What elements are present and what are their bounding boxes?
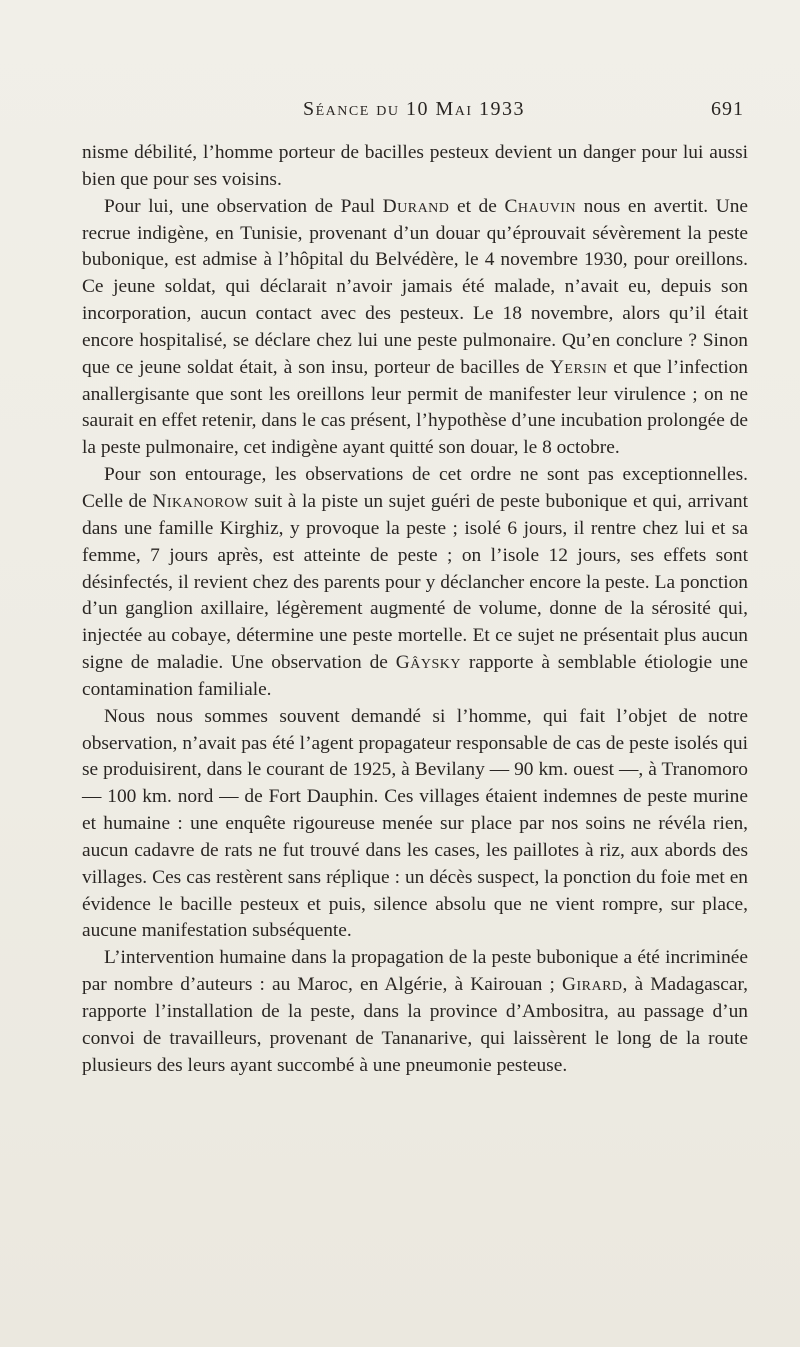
paragraph	[82, 704, 748, 946]
page-number: 691	[711, 98, 744, 120]
paragraph	[82, 462, 748, 704]
paragraph	[82, 945, 748, 1079]
text-segment: , à Madagascar, rapporte l’installation de la peste, dans la province d’Ambositra, au passage d’un convoi de travailleurs, provenant de Tananarive, qui laissèrent le long de la route plusieurs des leurs ayant succombé à une pneumonie pesteuse.	[82, 974, 748, 1076]
text-segment: Pour lui, une observation de Paul	[104, 195, 383, 217]
author-name: Yersin	[549, 356, 608, 378]
running-head	[84, 98, 744, 126]
author-name: Girard	[561, 974, 623, 996]
text-segment: Pour son entourage, les observations de cet ordre ne sont pas exceptionnelles. Celle de	[82, 464, 748, 512]
author-name: Durand	[382, 195, 450, 217]
text-segment: suit à la piste un sujet guéri de peste bubonique et qui, arrivant dans une famille Kirghiz, y provoque la peste ; isolé 6 jours, il rentre chez lui et sa femme, 7 jours après, est atteinte de peste ; on l’isole 12 jours, ses effets sont désinfectés, il revient chez des parents pour y déclancher encore la peste. La ponction d’un ganglion axillaire, légèrement augmenté de volume, donne de la sérosité qui, injectée au cobaye, détermine une peste mortelle. Et ce sujet ne présentait plus aucun signe de maladie. Une observation de	[82, 490, 749, 674]
text-segment: rapporte à semblable étiologie une contamination familiale.	[82, 652, 748, 700]
running-title: Séance du 10 Mai 1933	[302, 98, 526, 120]
paragraph	[82, 194, 748, 462]
text-segment: et de	[449, 195, 505, 217]
text-segment: nous en avertit. Une recrue indigène, en Tunisie, provenant d’un douar qu’éprouvait sévèrement la peste bubonique, est admise à l’hôpital du Belvédère, le 4 novembre 1930, pour oreillons. Ce jeune soldat, qui déclarait n’avoir jamais été malade, n’avait eu, depuis son incorporation, aucun contact avec des pesteux. Le 18 novembre, alors qu’il était encore hospitalisé, se déclare chez lui une peste pulmonaire. Qu’en conclure ? Sinon que ce jeune soldat était, à son insu, porteur de bacilles de	[82, 195, 748, 378]
body-text	[82, 140, 748, 1080]
text-segment: nisme débilité, l’homme porteur de bacilles pesteux devient un danger pour lui aussi bien que pour ses voisins.	[82, 142, 748, 190]
text-segment: L’intervention humaine dans la propagation de la peste bubonique a été incriminée par nombre d’auteurs : au Maroc, en Algérie, à Kairouan ;	[82, 947, 748, 996]
author-name: Gâysky	[395, 652, 461, 674]
paragraph	[82, 140, 748, 194]
author-name: Nikanorow	[152, 490, 249, 512]
text-segment: et que l’infection anallergisante que sont les oreillons leur permit de manifester leur virulence ; on ne saurait en effet retenir, dans le cas présent, l’hypothèse d’une incubation prolongée de la peste pulmonaire, cet indigène ayant quitté son douar, le 8 octobre.	[82, 356, 748, 459]
author-name: Chauvin	[504, 195, 577, 217]
text-segment: Nous nous sommes souvent demandé si l’homme, qui fait l’objet de notre observation, n’avait pas été l’agent propagateur responsable de cas de peste isolés qui se produisirent, dans le courant de 1925, à Bevilany — 90 km. ouest —, à Tranomoro — 100 km. nord — de Fort Dauphin. Ces villages étaient indemnes de peste murine et humaine : une enquête rigoureuse menée sur place par nos soins ne révéla rien, aucun cadavre de rats ne fut trouvé dans les cases, les paillotes à riz, aux abords des villages. Ces cas restèrent sans réplique : un décès suspect, la ponction du foie met en évidence le bacille pesteux et puis, silence absolu que ne vient rompre, sur place, aucune manifestation subséquente.	[82, 705, 748, 942]
